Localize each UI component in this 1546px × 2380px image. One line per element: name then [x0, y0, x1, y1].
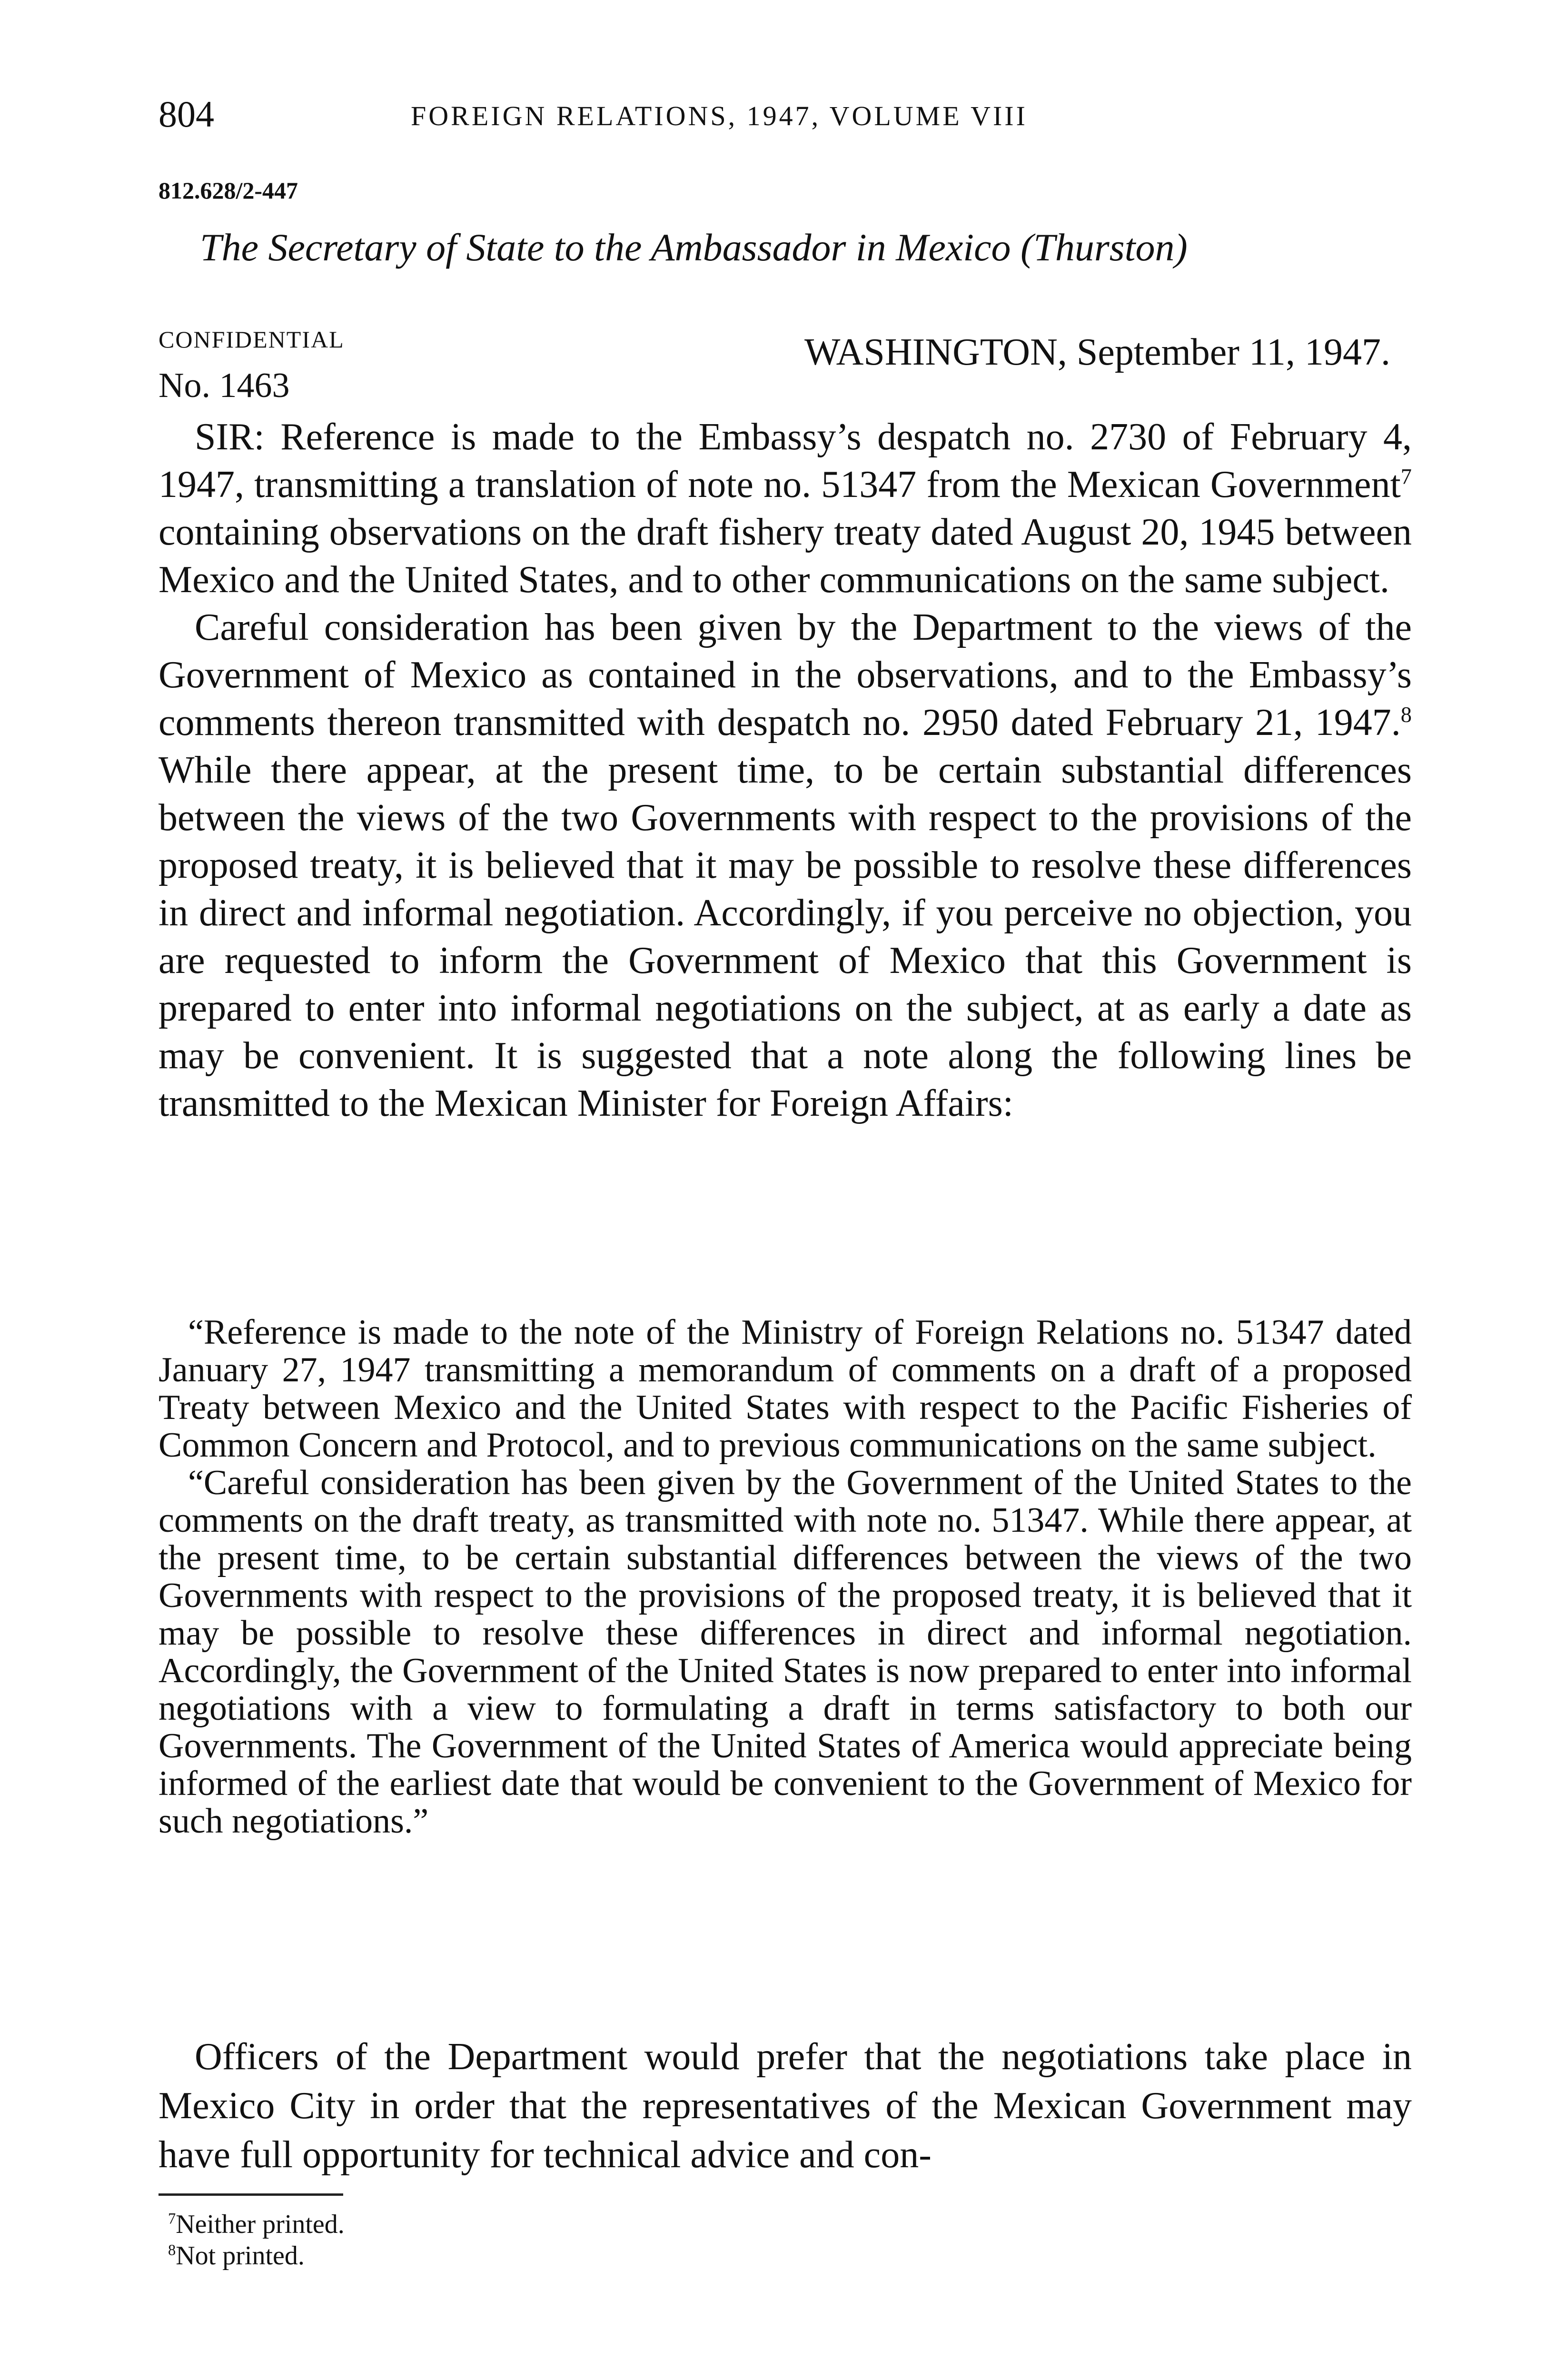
footnote: [168, 2209, 730, 2240]
paragraph-text: While there appear, at the present time, to be certain substantial differences between the views of the two Governments with respect to the provisions of the proposed treaty, it is believed that it may be possible to resolve these differences in direct and informal negotiation. Accordingly, if you perceive no objection, you are requested to inform the Government of Mexico that this Government is prepared to enter into informal negotiations on the subject, at as early a date as may be convenient. It is suggested that a note along the following lines be transmitted to the Mexican Minister for Foreign Affairs:: [159, 749, 1412, 1124]
paragraph-text: containing observations on the draft fishery treaty dated August 20, 1945 between Mexico and the United States, and to other communications on the same subject.: [159, 511, 1412, 601]
document-title: The Secretary of State to the Ambassador in Mexico (Thurston): [200, 226, 1188, 269]
footnote-divider: [159, 2193, 343, 2196]
paragraph-text: : Reference is made to the Embassy’s despatch no. 2730 of February 4, 1947, transmitting a translation of note no. 51347 from the Mexican Government: [159, 416, 1412, 506]
file-number: 812.628/2-447: [159, 177, 298, 204]
footnote-marker: 8: [168, 2241, 176, 2259]
classification-label: CONFIDENTIAL: [159, 326, 345, 353]
paragraph-text: Careful consideration has been given by the Department to the views of the Government of Mexico as contained in the observations, and to the Embassy’s comments thereon transmitted with despatch no. 2950 dated February 21, 1947.: [159, 606, 1412, 744]
footnotes: [159, 2209, 730, 2271]
salutation: SIR: [195, 416, 254, 458]
quoted-note: [159, 1314, 1412, 1840]
running-head: FOREIGN RELATIONS, 1947, VOLUME VIII: [411, 100, 1028, 131]
footnote-text: Neither printed.: [176, 2210, 345, 2239]
footnote-text: Not printed.: [176, 2241, 305, 2271]
body-paragraph: [159, 604, 1412, 1127]
dateline: WASHINGTON, September 11, 1947.: [804, 331, 1390, 373]
footnote-reference: 8: [1400, 703, 1412, 727]
letter-body: [159, 413, 1412, 1127]
body-paragraph: [159, 413, 1412, 604]
body-paragraph: Officers of the Department would prefer that the negotiations take place in Mexico City in order that the representatives of the Mexican Government may have full opportunity for technical advice and con-: [159, 2036, 1412, 2176]
closing-section: [159, 2033, 1412, 2180]
page-number: 804: [159, 93, 214, 135]
page-header: [159, 90, 1406, 148]
footnote-marker: 7: [168, 2210, 176, 2228]
quote-paragraph: “Reference is made to the note of the Ministry of Foreign Relations no. 51347 dated January 27, 1947 transmitting a memorandum of comments on a draft of a proposed Treaty between Mexico and the United States with respect to the Pacific Fisheries of Common Concern and Protocol, and to previous communications on the same subject.: [159, 1313, 1412, 1465]
footnote-reference: 7: [1400, 465, 1412, 489]
quote-paragraph: “Careful consideration has been given by the Government of the United States to the comments on the draft treaty, as transmitted with note no. 51347. While there appear, at the present time, to be certain substantial differences between the views of the two Governments with respect to the provisions of the proposed treaty, it is believed that it may be possible to resolve these differences in direct and informal negotiation. Accordingly, the Government of the United States is now prepared to enter into informal negotiations with a view to formulating a draft in terms satisfactory to both our Governments. The Government of the United States of America would appreciate being informed of the earliest date that would be convenient to the Government of Mexico for such negotiations.”: [159, 1463, 1412, 1841]
footnote: [168, 2240, 730, 2271]
document-number: No. 1463: [159, 366, 290, 405]
